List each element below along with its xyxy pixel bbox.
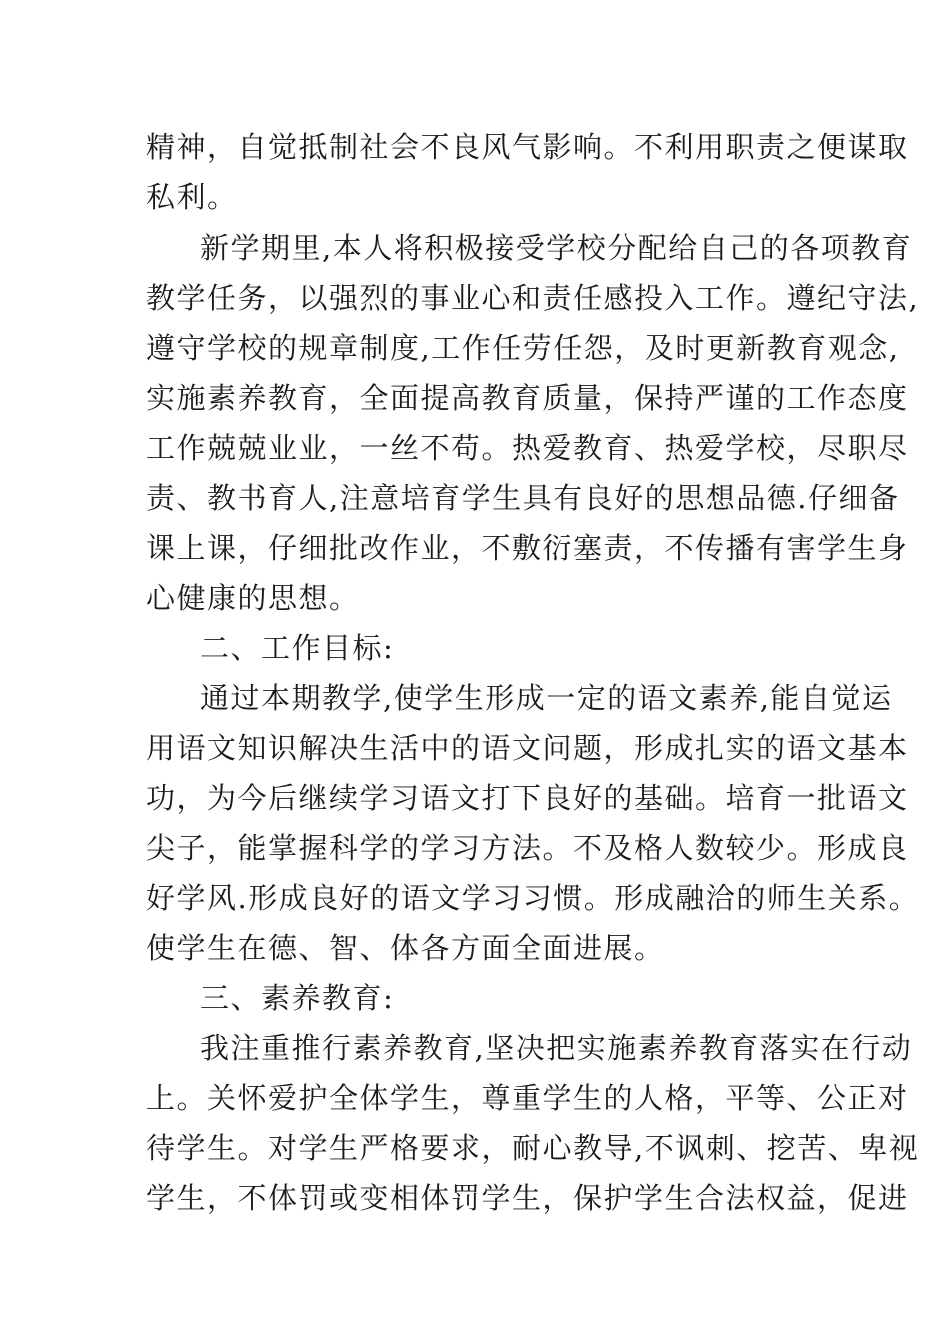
text-line: 心健康的思想。 [146,581,360,615]
text-line: 实施素养教育，全面提高教育质量，保持严谨的工作态度 [146,381,909,415]
text-line: 尖子，能掌握科学的学习方法。不及格人数较少。形成良 [146,831,909,865]
text-line: 待学生。对学生严格要求，耐心教导,不讽刺、挖苦、卑视 [146,1131,920,1165]
text-line: 遵守学校的规章制度,工作任劳任怨，及时更新教育观念, [146,331,900,365]
text-line: 上。关怀爱护全体学生，尊重学生的人格，平等、公正对 [146,1081,909,1115]
text-line: 工作兢兢业业，一丝不苟。热爱教育、热爱学校，尽职尽 [146,431,909,465]
text-line: 好学风.形成良好的语文学习习惯。形成融洽的师生关系。 [146,881,920,915]
text-line: 课上课，仔细批改作业，不敷衍塞责，不传播有害学生身 [146,531,909,565]
text-line: 用语文知识解决生活中的语文问题，形成扎实的语文基本 [146,731,909,765]
text-line: 教学任务，以强烈的事业心和责任感投入工作。遵纪守法, [146,281,920,315]
text-line: 使学生在德、智、体各方面全面进展。 [146,931,665,965]
text-line: 功，为今后继续学习语文打下良好的基础。培育一批语文 [146,781,909,815]
section-heading: 二、工作目标: [200,631,395,665]
text-line: 通过本期教学,使学生形成一定的语文素养,能自觉运 [200,681,893,715]
text-line: 学生，不体罚或变相体罚学生，保护学生合法权益，促进 [146,1181,909,1215]
text-line: 责、教书育人,注意培育学生具有良好的思想品德.仔细备 [146,481,900,515]
text-line: 新学期里,本人将积极接受学校分配给自己的各项教育 [200,231,913,265]
text-line: 精神，自觉抵制社会不良风气影响。不利用职责之便谋取 [146,130,909,164]
text-line: 私利。 [146,180,238,214]
section-heading: 三、素养教育: [200,981,395,1015]
text-line: 我注重推行素养教育,坚决把实施素养教育落实在行动 [200,1031,913,1065]
